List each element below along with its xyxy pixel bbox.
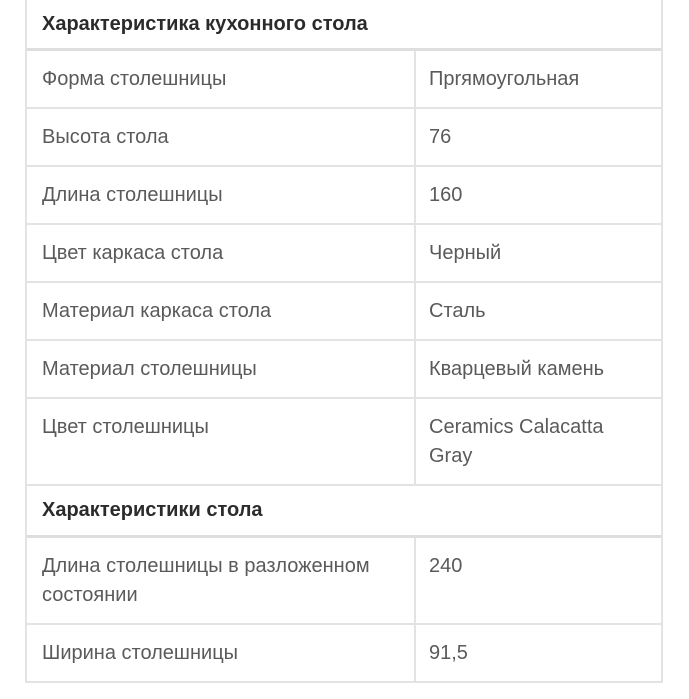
spec-value: Кварцевый камень: [429, 358, 605, 380]
spec-value: Черный: [429, 242, 502, 264]
spec-label: Материал каркаса стола: [27, 283, 416, 339]
spec-value: 240: [429, 555, 463, 577]
table-row: [27, 625, 661, 683]
spec-label: Длина столешницы: [27, 167, 416, 223]
section-title: Характеристики стола: [27, 486, 661, 538]
spec-label: Длина столешницы в разложенном состоянии: [27, 538, 416, 623]
spec-label: Ширина столешницы: [27, 625, 416, 681]
table-row: [27, 167, 661, 225]
table-row: [27, 538, 661, 625]
table-row: [27, 283, 661, 341]
spec-label: Высота стола: [27, 109, 416, 165]
spec-value: 91,5: [429, 642, 468, 664]
spec-value: Пprямоугольная: [429, 68, 580, 90]
spec-value: 76: [429, 126, 452, 148]
spec-value: Сталь: [429, 300, 486, 322]
spec-value: Ceramics Calacatta Gray: [429, 416, 604, 467]
spec-value: 160: [429, 184, 463, 206]
table-row: [27, 109, 661, 167]
table-row: [27, 399, 661, 486]
spec-label: Цвет столешницы: [27, 399, 416, 484]
table-row: [27, 51, 661, 109]
spec-label: Форма столешницы: [27, 51, 416, 107]
spec-label: Материал столешницы: [27, 341, 416, 397]
spec-label: Цвет каркаса стола: [27, 225, 416, 281]
table-row: [27, 341, 661, 399]
section-title: Характеристика кухонного стола: [27, 0, 661, 51]
table-row: [27, 225, 661, 283]
specifications-table: [25, 0, 663, 683]
